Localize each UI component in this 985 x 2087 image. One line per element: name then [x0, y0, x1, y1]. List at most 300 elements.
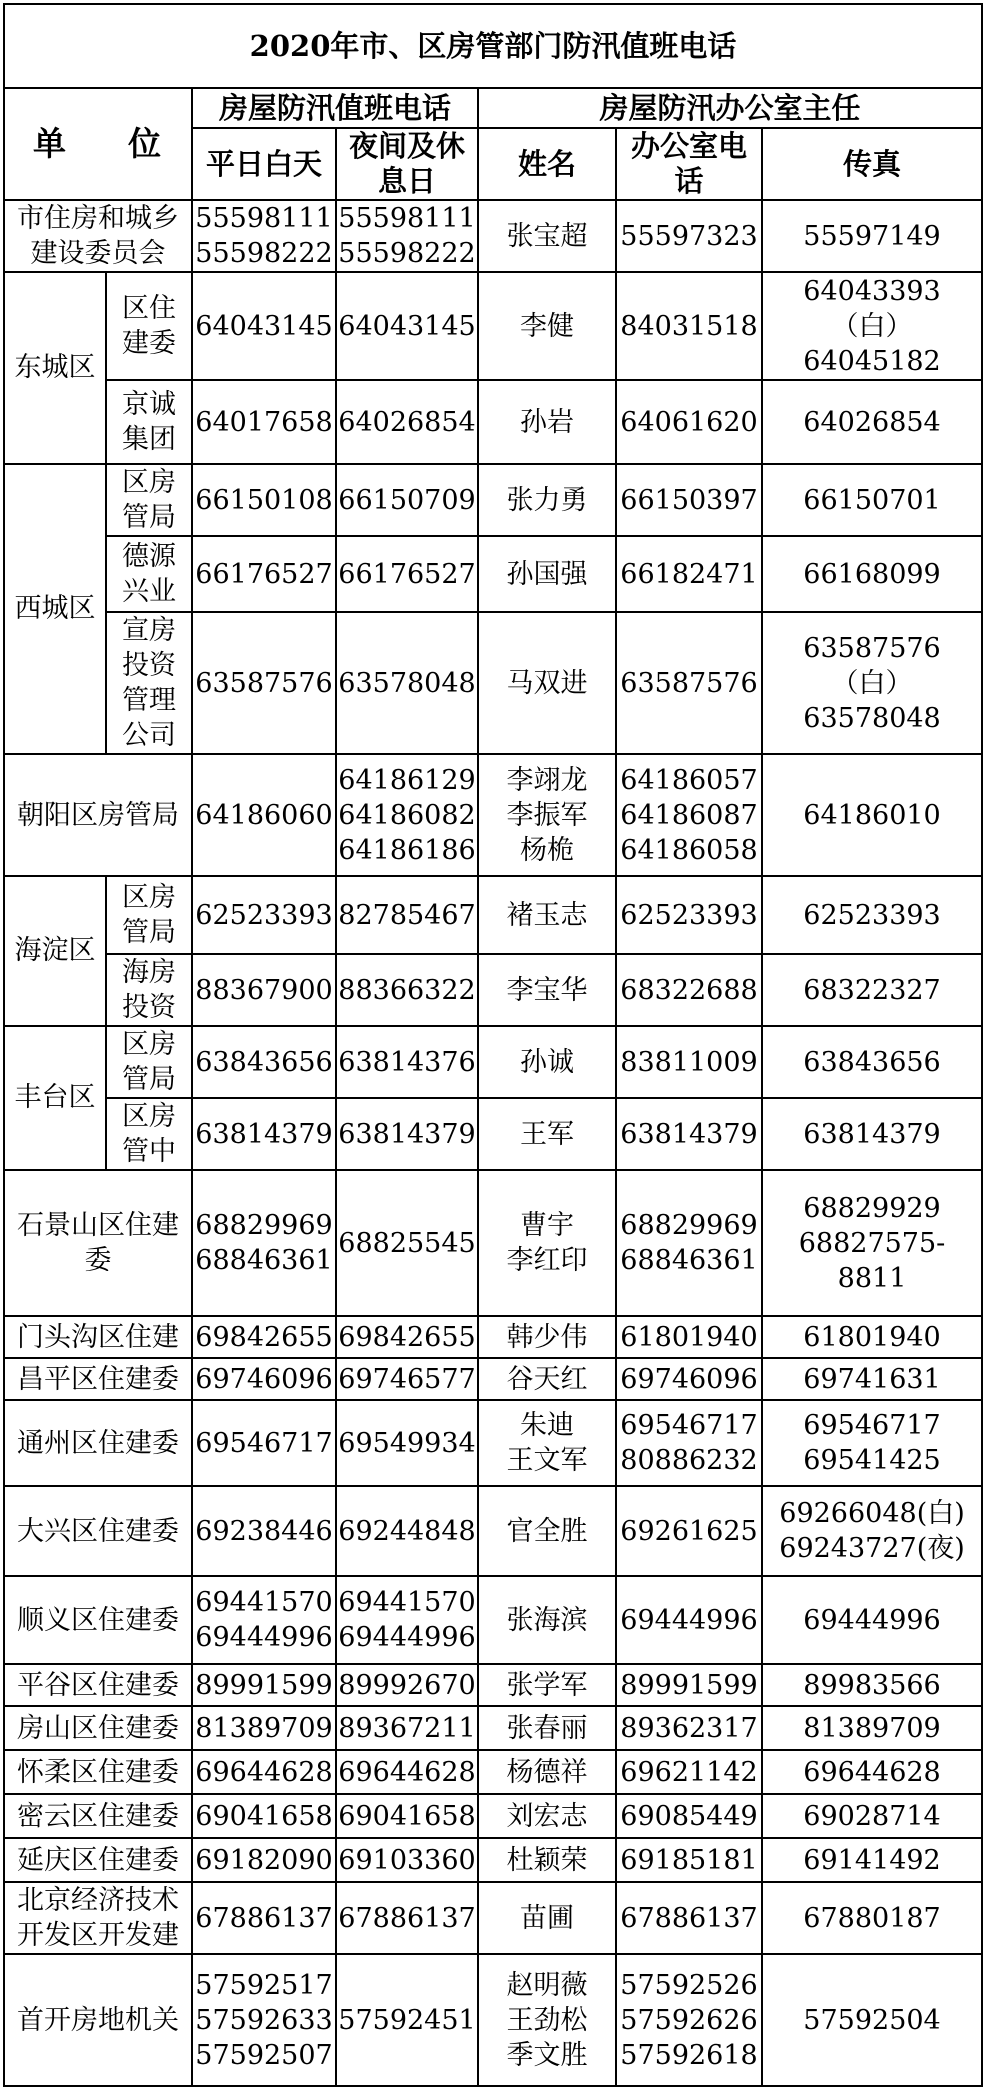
- night-phone-cell-line: 64026854: [338, 406, 476, 438]
- fax-cell-line: 64186010: [803, 799, 941, 831]
- director-name-cell-line: 褚玉志: [506, 899, 588, 931]
- weekday-phone-cell-line: 69238446: [195, 1515, 333, 1547]
- sub-unit-cell-line: 建委: [122, 328, 176, 359]
- fax-cell-line: 69141492: [803, 1844, 941, 1876]
- sub-unit-cell-line: 集团: [122, 424, 176, 455]
- fax-cell-line: 68829929: [803, 1192, 941, 1224]
- night-phone-cell-line: 66176527: [338, 558, 476, 590]
- table-row: [4, 1794, 982, 1838]
- weekday-phone-cell: [192, 1358, 336, 1400]
- unit-cell: [4, 1576, 192, 1664]
- sub-unit-cell-line: 区房: [122, 882, 176, 913]
- fax-cell: [762, 464, 982, 536]
- director-name-cell-line: 李宝华: [506, 974, 588, 1006]
- weekday-day-header: 平日白天: [192, 128, 336, 200]
- unit-cell-line: 顺义区住建委: [17, 1604, 179, 1636]
- office-phone-cell-line: 89991599: [620, 1669, 758, 1701]
- night-phone-cell-line: 69549934: [338, 1427, 476, 1459]
- director-name-cell: [478, 1400, 616, 1486]
- unit-cell: [4, 1706, 192, 1750]
- fax-cell: [762, 272, 982, 380]
- fax-cell: [762, 1170, 982, 1316]
- sub-unit-cell-line: 管局: [122, 502, 176, 533]
- weekday-phone-cell-line: 69746096: [195, 1363, 333, 1395]
- table-row: [4, 1358, 982, 1400]
- office-phone-cell-line: 62523393: [620, 899, 758, 931]
- sub-unit-cell: [106, 380, 192, 464]
- unit-cell-line: 昌平区住建委: [17, 1363, 179, 1395]
- director-name-cell: [478, 1794, 616, 1838]
- weekday-phone-cell-line: 57592507: [195, 2039, 333, 2071]
- weekday-phone-cell: [192, 954, 336, 1026]
- fax-cell: [762, 1316, 982, 1358]
- unit-cell: [4, 1486, 192, 1576]
- table-row: [4, 1706, 982, 1750]
- director-name-cell-line: 张海滨: [506, 1604, 588, 1636]
- table-row: [4, 1882, 982, 1954]
- district-group-cell: 丰台区: [4, 1026, 106, 1170]
- night-phone-cell-line: 64186082: [338, 799, 476, 831]
- office-phone-cell-line: 69261625: [620, 1515, 758, 1547]
- director-name-cell: [478, 1316, 616, 1358]
- night-phone-cell: [336, 1316, 478, 1358]
- fax-cell: [762, 1954, 982, 2086]
- table-row: [4, 1400, 982, 1486]
- director-name-cell-line: 孙岩: [520, 406, 574, 438]
- office-phone-cell: [616, 464, 762, 536]
- night-phone-cell: [336, 200, 478, 272]
- weekday-phone-cell: [192, 200, 336, 272]
- director-name-cell-line: 韩少伟: [506, 1321, 588, 1353]
- fax-cell-line: 69741631: [803, 1363, 941, 1395]
- weekday-phone-cell-line: 66176527: [195, 558, 333, 590]
- fax-cell-line: 69546717: [803, 1410, 941, 1441]
- office-phone-cell: [616, 1794, 762, 1838]
- weekday-phone-cell-line: 69182090: [195, 1844, 333, 1876]
- weekday-phone-cell: [192, 1664, 336, 1706]
- office-phone-header-line: 话: [674, 164, 704, 198]
- fax-cell-line: 67880187: [803, 1902, 941, 1934]
- office-phone-cell: [616, 754, 762, 876]
- weekday-phone-cell-line: 68846361: [195, 1245, 333, 1276]
- office-phone-cell: [616, 1316, 762, 1358]
- office-phone-cell: [616, 200, 762, 272]
- fax-cell-line: （白）: [831, 310, 913, 342]
- sub-unit-cell-line: 区房: [122, 1101, 176, 1132]
- office-phone-cell-line: 69546717: [620, 1410, 758, 1441]
- night-phone-cell: [336, 272, 478, 380]
- weekday-phone-cell-line: 55598222: [195, 238, 333, 269]
- director-name-cell: [478, 1026, 616, 1098]
- table-row: [4, 536, 982, 612]
- director-name-cell: [478, 876, 616, 954]
- weekday-phone-cell-line: 69444996: [195, 1622, 333, 1653]
- fax-cell-line: 64043393: [803, 275, 941, 307]
- fax-cell-line: 81389709: [803, 1712, 941, 1744]
- night-phone-cell-line: 66150709: [338, 484, 476, 516]
- fax-cell-line: 61801940: [803, 1321, 941, 1353]
- director-name-cell: [478, 1706, 616, 1750]
- weekday-phone-cell-line: 88367900: [195, 974, 333, 1006]
- table-row: [4, 1026, 982, 1098]
- district-group-cell: 东城区: [4, 272, 106, 464]
- office-phone-cell-line: 66182471: [620, 558, 758, 590]
- office-phone-cell-line: 68829969: [620, 1210, 758, 1241]
- director-name-cell: [478, 1664, 616, 1706]
- weekday-phone-cell-line: 68829969: [195, 1210, 333, 1241]
- fax-header: 传真: [762, 128, 982, 200]
- weekday-phone-cell: [192, 1838, 336, 1882]
- director-name-cell-line: 王文军: [506, 1445, 588, 1476]
- night-holiday-header-line: 息日: [377, 164, 436, 198]
- sub-unit-cell-line: 管局: [122, 1064, 176, 1095]
- office-phone-cell-line: 89362317: [620, 1712, 758, 1744]
- director-name-cell-line: 官全胜: [506, 1515, 588, 1547]
- sub-unit-cell-line: 管理: [122, 685, 176, 716]
- office-phone-cell: [616, 1706, 762, 1750]
- weekday-phone-cell-line: 62523393: [195, 899, 333, 931]
- night-phone-cell: [336, 1838, 478, 1882]
- night-phone-cell-line: 63814379: [338, 1118, 476, 1150]
- director-name-cell-line: 张宝超: [506, 220, 588, 252]
- table-row: [4, 876, 982, 954]
- office-phone-cell-line: 55597323: [620, 220, 758, 252]
- weekday-phone-cell: [192, 464, 336, 536]
- director-name-cell: [478, 612, 616, 754]
- night-phone-cell-line: 69644628: [338, 1756, 476, 1788]
- weekday-phone-cell: [192, 1316, 336, 1358]
- fax-cell: [762, 612, 982, 754]
- weekday-phone-cell: [192, 1794, 336, 1838]
- fax-cell: [762, 1882, 982, 1954]
- fax-cell: [762, 1098, 982, 1170]
- table-row: [4, 954, 982, 1026]
- table-row: [4, 272, 982, 380]
- fax-cell-line: 8811: [837, 1262, 907, 1294]
- office-phone-cell: [616, 1026, 762, 1098]
- fax-cell: [762, 1838, 982, 1882]
- fax-cell-line: 63843656: [803, 1046, 941, 1078]
- office-phone-cell-line: 57592618: [620, 2039, 758, 2071]
- office-phone-cell-line: 69085449: [620, 1800, 758, 1832]
- night-phone-cell-line: 67886137: [338, 1902, 476, 1934]
- night-phone-cell: [336, 1794, 478, 1838]
- fax-cell: [762, 876, 982, 954]
- fax-cell: [762, 1400, 982, 1486]
- weekday-phone-cell-line: 63814379: [195, 1118, 333, 1150]
- weekday-phone-cell: [192, 380, 336, 464]
- unit-cell-line: 开发区开发建: [17, 1920, 179, 1951]
- weekday-phone-cell: [192, 1954, 336, 2086]
- night-phone-cell-line: 89367211: [338, 1712, 476, 1744]
- fax-cell-line: 69541425: [803, 1445, 941, 1476]
- night-phone-cell-line: 69244848: [338, 1515, 476, 1547]
- night-phone-cell-line: 63814376: [338, 1046, 476, 1078]
- weekday-phone-cell-line: 63843656: [195, 1046, 333, 1078]
- table-title: 2020年市、区房管部门防汛值班电话: [4, 4, 982, 88]
- unit-cell-line: 首开房地机关: [17, 2004, 179, 2036]
- office-phone-cell-line: 63587576: [620, 667, 758, 699]
- table-row: [4, 1664, 982, 1706]
- unit-header-b: 位: [128, 124, 163, 163]
- director-name-cell-line: 曹宇: [520, 1210, 574, 1241]
- office-phone-cell-line: 57592526: [620, 1969, 758, 2001]
- night-phone-cell: [336, 1098, 478, 1170]
- night-phone-cell-line: 64043145: [338, 310, 476, 342]
- night-phone-cell: [336, 1026, 478, 1098]
- sub-unit-cell-line: 管中: [122, 1136, 176, 1167]
- fax-cell-line: 69028714: [803, 1800, 941, 1832]
- unit-cell-line: 大兴区住建委: [17, 1515, 179, 1547]
- table-row: [4, 380, 982, 464]
- table-row: [4, 1098, 982, 1170]
- fax-cell-line: 69266048(白): [779, 1498, 965, 1529]
- night-phone-cell-line: 69842655: [338, 1321, 476, 1353]
- sub-unit-cell: [106, 272, 192, 380]
- weekday-phone-cell-line: 66150108: [195, 484, 333, 516]
- night-holiday-header-line: 夜间及休: [348, 129, 465, 163]
- director-name-cell: [478, 200, 616, 272]
- unit-header: [4, 88, 192, 200]
- director-name-cell-line: 孙诚: [520, 1046, 574, 1078]
- unit-cell-line: 朝阳区房管局: [17, 799, 179, 831]
- sub-unit-cell-line: 区房: [122, 1029, 176, 1060]
- night-phone-cell-line: 68825545: [338, 1227, 476, 1259]
- director-name-cell: [478, 1576, 616, 1664]
- table-row: [4, 612, 982, 754]
- unit-cell-line: 怀柔区住建委: [17, 1756, 179, 1788]
- fax-cell: [762, 380, 982, 464]
- weekday-phone-cell-line: 89991599: [195, 1669, 333, 1701]
- office-phone-cell-line: 64186057: [620, 764, 758, 796]
- weekday-phone-cell: [192, 536, 336, 612]
- table-row: [4, 1316, 982, 1358]
- director-name-cell: [478, 1098, 616, 1170]
- night-phone-cell-line: 69444996: [338, 1622, 476, 1653]
- fax-cell-line: 63587576: [803, 632, 941, 664]
- night-phone-cell-line: 64186129: [338, 764, 476, 796]
- night-phone-cell: [336, 612, 478, 754]
- office-phone-cell-line: 68322688: [620, 974, 758, 1006]
- night-phone-cell: [336, 1706, 478, 1750]
- director-name-cell-line: 李红印: [506, 1245, 588, 1276]
- weekday-phone-cell-line: 81389709: [195, 1712, 333, 1744]
- fax-cell: [762, 754, 982, 876]
- sub-unit-cell-line: 公司: [122, 720, 176, 751]
- table-row: [4, 1486, 982, 1576]
- office-phone-cell-line: 69746096: [620, 1363, 758, 1395]
- night-phone-cell-line: 88366322: [338, 974, 476, 1006]
- director-name-cell-line: 季文胜: [506, 2039, 588, 2071]
- office-phone-cell: [616, 1098, 762, 1170]
- unit-cell: [4, 1838, 192, 1882]
- office-phone-cell-line: 68846361: [620, 1245, 758, 1276]
- night-phone-cell: [336, 464, 478, 536]
- sub-unit-cell: [106, 612, 192, 754]
- fax-cell: [762, 1486, 982, 1576]
- fax-cell-line: 68322327: [803, 974, 941, 1006]
- weekday-phone-cell-line: 69441570: [195, 1587, 333, 1618]
- unit-cell: [4, 1750, 192, 1794]
- night-phone-cell: [336, 536, 478, 612]
- weekday-phone-cell-line: 55598111: [195, 203, 333, 234]
- office-phone-cell-line: 80886232: [620, 1445, 758, 1476]
- night-phone-cell: [336, 380, 478, 464]
- weekday-phone-cell: [192, 1706, 336, 1750]
- director-name-cell-line: 朱迪: [520, 1410, 574, 1441]
- fax-cell-line: 63578048: [803, 702, 941, 734]
- fax-cell-line: 68827575-: [798, 1227, 946, 1259]
- sub-unit-cell-line: 海房: [122, 957, 176, 988]
- director-name-cell: [478, 1882, 616, 1954]
- fax-cell: [762, 1706, 982, 1750]
- night-phone-cell-line: 55598222: [338, 238, 476, 269]
- unit-cell: [4, 1664, 192, 1706]
- office-phone-cell-line: 61801940: [620, 1321, 758, 1353]
- duty-phone-group-header: 房屋防汛值班电话: [192, 88, 478, 128]
- night-phone-cell: [336, 1882, 478, 1954]
- director-name-cell-line: 杨桅: [520, 834, 574, 866]
- director-group-header: 房屋防汛办公室主任: [478, 88, 982, 128]
- office-phone-cell-line: 66150397: [620, 484, 758, 516]
- night-phone-cell-line: 64186186: [338, 834, 476, 866]
- fax-cell: [762, 954, 982, 1026]
- night-phone-cell-line: 69441570: [338, 1587, 476, 1618]
- unit-cell-line: 委: [84, 1245, 112, 1276]
- weekday-phone-cell-line: 69546717: [195, 1427, 333, 1459]
- night-phone-cell-line: 57592451: [338, 2004, 476, 2036]
- fax-cell-line: 89983566: [803, 1669, 941, 1701]
- fax-cell: [762, 1358, 982, 1400]
- director-name-cell: [478, 954, 616, 1026]
- office-phone-cell: [616, 272, 762, 380]
- weekday-phone-cell-line: 64186060: [195, 799, 333, 831]
- director-name-cell-line: 张力勇: [506, 484, 588, 516]
- weekday-phone-cell-line: 64017658: [195, 406, 333, 438]
- unit-cell: [4, 1316, 192, 1358]
- sub-unit-cell-line: 兴业: [122, 576, 176, 607]
- sub-unit-cell-line: 投资: [122, 992, 176, 1023]
- director-name-cell: [478, 380, 616, 464]
- director-name-cell-line: 李健: [520, 310, 574, 342]
- night-phone-cell-line: 55598111: [338, 203, 476, 234]
- night-phone-cell-line: 69746577: [338, 1363, 476, 1395]
- night-phone-cell: [336, 1400, 478, 1486]
- director-name-cell: [478, 272, 616, 380]
- duty-phone-table: [3, 3, 983, 2087]
- office-phone-cell: [616, 1750, 762, 1794]
- weekday-phone-cell: [192, 1576, 336, 1664]
- office-phone-cell-line: 57592626: [620, 2004, 758, 2036]
- director-name-cell-line: 李翊龙: [506, 764, 588, 796]
- office-phone-cell-line: 64186087: [620, 799, 758, 831]
- sub-unit-cell: [106, 954, 192, 1026]
- table-row: [4, 754, 982, 876]
- unit-cell-line: 建设委员会: [30, 238, 166, 269]
- sub-unit-cell: [106, 1026, 192, 1098]
- fax-cell-line: 69243727(夜): [779, 1533, 965, 1564]
- unit-cell: [4, 1400, 192, 1486]
- office-phone-cell: [616, 612, 762, 754]
- night-phone-cell-line: 89992670: [338, 1669, 476, 1701]
- weekday-phone-cell: [192, 1098, 336, 1170]
- director-name-cell: [478, 1954, 616, 2086]
- fax-cell: [762, 536, 982, 612]
- night-phone-cell: [336, 1358, 478, 1400]
- fax-cell: [762, 1750, 982, 1794]
- fax-cell: [762, 1794, 982, 1838]
- weekday-phone-cell: [192, 1882, 336, 1954]
- office-phone-cell: [616, 1358, 762, 1400]
- weekday-phone-cell-line: 64043145: [195, 310, 333, 342]
- weekday-phone-cell: [192, 1170, 336, 1316]
- fax-cell: [762, 1576, 982, 1664]
- night-phone-cell: [336, 1170, 478, 1316]
- night-phone-cell: [336, 754, 478, 876]
- unit-cell-line: 平谷区住建委: [17, 1669, 179, 1701]
- office-phone-cell: [616, 380, 762, 464]
- weekday-phone-cell-line: 67886137: [195, 1902, 333, 1934]
- office-phone-header: [616, 128, 762, 200]
- unit-cell: [4, 200, 192, 272]
- sub-unit-cell-line: 投资: [122, 650, 176, 681]
- director-name-cell: [478, 1838, 616, 1882]
- director-name-cell-line: 刘宏志: [506, 1800, 588, 1832]
- unit-cell: [4, 754, 192, 876]
- director-name-cell-line: 杜颖荣: [506, 1844, 588, 1876]
- sub-unit-cell-line: 德源: [122, 541, 176, 572]
- director-name-cell: [478, 1486, 616, 1576]
- unit-cell: [4, 1358, 192, 1400]
- weekday-phone-cell: [192, 754, 336, 876]
- office-phone-cell-line: 69621142: [620, 1756, 758, 1788]
- sub-unit-cell-line: 区房: [122, 467, 176, 498]
- fax-cell-line: 66150701: [803, 484, 941, 516]
- unit-cell-line: 门头沟区住建: [17, 1321, 179, 1353]
- sub-unit-cell: [106, 464, 192, 536]
- director-name-cell-line: 王劲松: [506, 2004, 588, 2036]
- sub-unit-cell-line: 管局: [122, 917, 176, 948]
- unit-cell: [4, 1794, 192, 1838]
- unit-cell-line: 延庆区住建委: [17, 1844, 179, 1876]
- office-phone-cell-line: 64061620: [620, 406, 758, 438]
- office-phone-cell: [616, 1576, 762, 1664]
- night-phone-cell-line: 82785467: [338, 899, 476, 931]
- night-phone-cell: [336, 1750, 478, 1794]
- fax-cell-line: 62523393: [803, 899, 941, 931]
- unit-cell-line: 石景山区住建: [17, 1210, 179, 1241]
- weekday-phone-cell-line: 57592517: [195, 1969, 333, 2001]
- fax-cell-line: 63814379: [803, 1118, 941, 1150]
- director-name-cell: [478, 1750, 616, 1794]
- weekday-phone-cell: [192, 876, 336, 954]
- director-name-cell-line: 王军: [520, 1118, 574, 1150]
- name-header: 姓名: [478, 128, 616, 200]
- director-name-cell: [478, 1358, 616, 1400]
- weekday-phone-cell-line: 69842655: [195, 1321, 333, 1353]
- night-phone-cell: [336, 1576, 478, 1664]
- unit-cell-line: 北京经济技术: [17, 1885, 179, 1916]
- weekday-phone-cell: [192, 272, 336, 380]
- office-phone-cell-line: 64186058: [620, 834, 758, 866]
- night-phone-cell: [336, 1486, 478, 1576]
- table-row: [4, 1750, 982, 1794]
- director-name-cell-line: 赵明薇: [506, 1969, 588, 2001]
- sub-unit-cell: [106, 536, 192, 612]
- document-page: [3, 3, 981, 2087]
- unit-cell: [4, 1954, 192, 2086]
- weekday-phone-cell: [192, 1750, 336, 1794]
